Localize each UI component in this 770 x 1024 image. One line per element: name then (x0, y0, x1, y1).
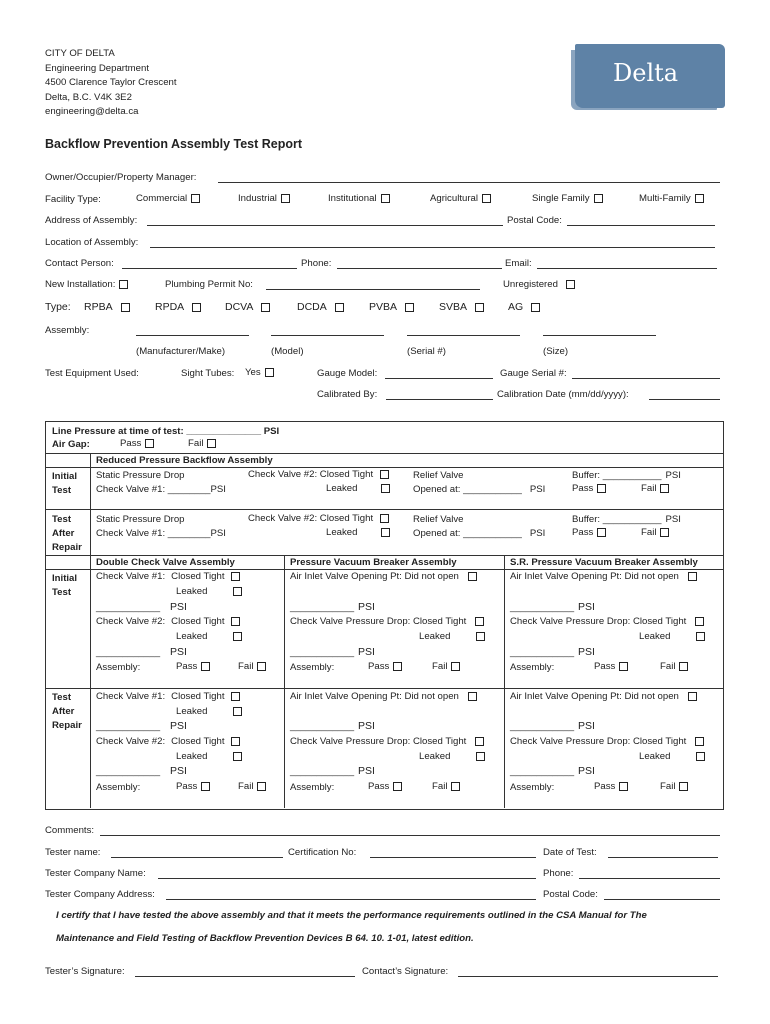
checkbox[interactable] (695, 737, 704, 746)
srpvb-pass[interactable]: Pass (594, 781, 628, 792)
address-line: engineering@delta.ca (45, 106, 139, 117)
srpvb-air-inlet-psi: ____________ PSI (510, 720, 595, 732)
gauge-model-field[interactable] (385, 378, 493, 379)
checkbox[interactable] (688, 572, 697, 581)
size-caption: (Size) (543, 346, 569, 357)
dcva-assembly: Assembly: (96, 782, 141, 793)
address-line: CITY OF DELTA (45, 48, 115, 59)
pvb-pass[interactable]: Pass (368, 661, 402, 672)
srpvb-cv-psi: ____________ PSI (510, 646, 595, 658)
checkbox[interactable] (233, 707, 242, 716)
checkbox[interactable] (531, 303, 540, 312)
sight-tubes-yes[interactable]: Yes (245, 367, 274, 378)
phone-field[interactable] (337, 268, 502, 269)
new-installation[interactable]: New Installation: (45, 279, 128, 290)
company-postal-label: Postal Code: (543, 889, 598, 900)
industrial-option[interactable]: Industrial (238, 193, 290, 204)
relief-opened-at: Opened at: ___________ PSI (413, 484, 546, 495)
air-gap-label: Air Gap: (52, 439, 90, 450)
checkbox[interactable] (475, 303, 484, 312)
checkbox[interactable] (405, 303, 414, 312)
multi-family-option[interactable]: Multi-Family (639, 193, 704, 204)
dcva-cv1[interactable]: Check Valve #1: Closed Tight (96, 571, 240, 582)
checkbox[interactable] (201, 662, 210, 671)
checkbox[interactable] (233, 752, 242, 761)
checkbox[interactable] (119, 280, 128, 289)
air-gap-fail[interactable]: Fail (188, 438, 216, 449)
model-caption: (Model) (271, 346, 304, 357)
srpvb-air-inlet[interactable]: Air Inlet Valve Opening Pt: Did not open (510, 571, 697, 582)
checkbox[interactable] (482, 194, 491, 203)
gauge-serial-field[interactable] (572, 378, 720, 379)
comments-field[interactable] (100, 835, 720, 836)
srpvb-assembly: Assembly: (510, 662, 555, 673)
dcva-pass[interactable]: Pass (176, 661, 210, 672)
checkbox[interactable] (257, 782, 266, 791)
certification-statement-2: Maintenance and Field Testing of Backflow Prevention Devices B 64. 10. 1-01, latest edition. (56, 933, 474, 944)
checkbox[interactable] (201, 782, 210, 791)
checkbox[interactable] (121, 303, 130, 312)
checkbox[interactable] (257, 662, 266, 671)
dcva-cv2[interactable]: Check Valve #2: Closed Tight (96, 616, 240, 627)
checkbox[interactable] (476, 632, 485, 641)
dcva-cv2-psi: ____________ PSI (96, 646, 187, 658)
manufacturer-caption: (Manufacturer/Make) (136, 346, 226, 357)
srpvb-pass[interactable]: Pass (594, 661, 628, 672)
pvba-option[interactable]: PVBA (369, 301, 414, 313)
plumbing-permit-label: Plumbing Permit No: (165, 279, 253, 290)
calibrated-by-field[interactable] (386, 399, 493, 400)
buffer-fail[interactable]: Fail (641, 527, 669, 538)
checkbox[interactable] (468, 572, 477, 581)
checkbox[interactable] (231, 737, 240, 746)
srpvb-fail[interactable]: Fail (660, 781, 688, 792)
postal-code-label: Postal Code: (507, 215, 562, 226)
checkbox[interactable] (335, 303, 344, 312)
svba-option[interactable]: SVBA (439, 301, 484, 313)
checkbox[interactable] (381, 484, 390, 493)
calibration-date-label: Calibration Date (mm/dd/yyyy): (497, 389, 629, 400)
srpvb-cv-drop[interactable]: Check Valve Pressure Drop: Closed Tight (510, 736, 704, 747)
srpvb-air-inlet[interactable]: Air Inlet Valve Opening Pt: Did not open (510, 691, 697, 702)
dcva-pass[interactable]: Pass (176, 781, 210, 792)
checkbox[interactable] (679, 662, 688, 671)
contact-field[interactable] (122, 268, 297, 269)
tester-name-label: Tester name: (45, 847, 101, 858)
pvb-heading: Pressure Vacuum Breaker Assembly (290, 557, 457, 568)
checkbox[interactable] (597, 484, 606, 493)
ag-option[interactable]: AG (508, 301, 540, 313)
cv1-psi: Check Valve #1: ________PSI (96, 528, 226, 539)
relief-valve-label: Relief Valve (413, 470, 464, 481)
unregistered-option[interactable]: Unregistered (503, 279, 575, 290)
buffer-pass[interactable]: Pass (572, 483, 606, 494)
dcva-cv1-leaked[interactable]: Leaked (176, 706, 242, 717)
address-label: Address of Assembly: (45, 215, 138, 226)
institutional-option[interactable]: Institutional (328, 193, 390, 204)
gauge-serial-label: Gauge Serial #: (500, 368, 567, 379)
pvb-pass[interactable]: Pass (368, 781, 402, 792)
contact-label: Contact Person: (45, 258, 114, 269)
dcva-cv1-psi: ____________ PSI (96, 601, 187, 613)
gauge-model-label: Gauge Model: (317, 368, 378, 379)
pvb-cv-psi: ____________ PSI (290, 765, 375, 777)
checkbox[interactable] (475, 617, 484, 626)
air-gap-pass[interactable]: Pass (120, 438, 154, 449)
checkbox[interactable] (231, 617, 240, 626)
location-field[interactable] (150, 247, 715, 248)
certification-field[interactable] (370, 857, 536, 858)
single-family-option[interactable]: Single Family (532, 193, 603, 204)
checkbox[interactable] (696, 752, 705, 761)
checkbox[interactable] (566, 280, 575, 289)
date-of-test-label: Date of Test: (543, 847, 597, 858)
buffer-psi: Buffer: ___________ PSI (572, 470, 681, 481)
pvb-cv-drop[interactable]: Check Valve Pressure Drop: Closed Tight (290, 736, 484, 747)
srpvb-air-inlet-psi: ____________ PSI (510, 601, 595, 613)
static-pressure-drop: Static Pressure Drop (96, 470, 185, 481)
tester-name-field[interactable] (111, 857, 283, 858)
dcva-cv1[interactable]: Check Valve #1: Closed Tight (96, 691, 240, 702)
checkbox[interactable] (475, 737, 484, 746)
dcva-cv1-leaked[interactable]: Leaked (176, 586, 242, 597)
commercial-option[interactable]: Commercial (136, 193, 200, 204)
type-label: Type: (45, 301, 71, 313)
company-name-label: Tester Company Name: (45, 868, 146, 879)
srpvb-leaked[interactable]: Leaked (639, 631, 705, 642)
static-pressure-drop: Static Pressure Drop (96, 514, 185, 525)
pvb-air-inlet[interactable]: Air Inlet Valve Opening Pt: Did not open (290, 571, 477, 582)
tester-signature-label: Tester’s Signature: (45, 966, 125, 977)
dcva-fail[interactable]: Fail (238, 781, 266, 792)
address-line: Delta, B.C. V4K 3E2 (45, 91, 132, 103)
checkbox[interactable] (476, 752, 485, 761)
company-phone-label: Phone: (543, 868, 574, 879)
pvb-cv-drop[interactable]: Check Valve Pressure Drop: Closed Tight (290, 616, 484, 627)
dcva-cv2-leaked[interactable]: Leaked (176, 631, 242, 642)
buffer-psi: Buffer: ___________ PSI (572, 514, 681, 525)
dcva-heading: Double Check Valve Assembly (96, 557, 235, 568)
pvb-fail[interactable]: Fail (432, 661, 460, 672)
checkbox[interactable] (597, 528, 606, 537)
checkbox[interactable] (207, 439, 216, 448)
date-of-test-field[interactable] (608, 857, 718, 858)
cv2-closed-tight[interactable]: Check Valve #2: Closed Tight (248, 469, 389, 480)
dcva-option[interactable]: DCVA (225, 301, 270, 313)
cv2-leaked[interactable]: Leaked (326, 527, 390, 538)
checkbox[interactable] (451, 782, 460, 791)
dcva-cv1-psi: ____________ PSI (96, 720, 187, 732)
checkbox[interactable] (231, 572, 240, 581)
company-name-field[interactable] (158, 878, 536, 879)
city-address (45, 47, 177, 120)
phone-label: Phone: (301, 258, 332, 269)
cv1-psi: Check Valve #1: ________PSI (96, 484, 226, 495)
checkbox[interactable] (393, 662, 402, 671)
facility-type-label: Facility Type: (45, 194, 101, 205)
srpvb-cv-psi: ____________ PSI (510, 765, 595, 777)
checkbox[interactable] (660, 484, 669, 493)
dcva-assembly: Assembly: (96, 662, 141, 673)
checkbox[interactable] (688, 692, 697, 701)
checkbox[interactable] (381, 528, 390, 537)
company-address-label: Tester Company Address: (45, 889, 155, 900)
pvb-assembly: Assembly: (290, 782, 335, 793)
checkbox[interactable] (660, 528, 669, 537)
page-title: Backflow Prevention Assembly Test Report (45, 137, 303, 151)
dcva-cv2-leaked[interactable]: Leaked (176, 751, 242, 762)
size-field[interactable] (543, 335, 656, 336)
postal-code-field[interactable] (567, 225, 715, 226)
relief-valve-label: Relief Valve (413, 514, 464, 525)
serial-field[interactable] (407, 335, 520, 336)
initial-test-label: Initial Test (52, 573, 78, 598)
assembly-label: Assembly: (45, 325, 90, 336)
checkbox[interactable] (393, 782, 402, 791)
test-equipment-label: Test Equipment Used: (45, 368, 139, 379)
calibrated-by-label: Calibrated By: (317, 389, 378, 400)
model-field[interactable] (271, 335, 384, 336)
email-label: Email: (505, 258, 532, 269)
checkbox[interactable] (695, 617, 704, 626)
checkbox[interactable] (381, 194, 390, 203)
address-line: 4500 Clarence Taylor Crescent (45, 77, 177, 88)
checkbox[interactable] (233, 587, 242, 596)
dcva-fail[interactable]: Fail (238, 661, 266, 672)
checkbox[interactable] (380, 514, 389, 523)
pvb-fail[interactable]: Fail (432, 781, 460, 792)
checkbox[interactable] (696, 632, 705, 641)
srpvb-assembly: Assembly: (510, 782, 555, 793)
company-address-field[interactable] (166, 899, 536, 900)
agricultural-option[interactable]: Agricultural (430, 193, 491, 204)
buffer-pass[interactable]: Pass (572, 527, 606, 538)
company-postal-field[interactable] (604, 899, 720, 900)
email-field[interactable] (537, 268, 717, 269)
checkbox[interactable] (695, 194, 704, 203)
plumbing-permit-field[interactable] (266, 289, 480, 290)
location-label: Location of Assembly: (45, 237, 139, 248)
checkbox[interactable] (380, 470, 389, 479)
checkbox[interactable] (594, 194, 603, 203)
comments-label: Comments: (45, 825, 95, 836)
certification-statement-1: I certify that I have tested the above assembly and that it meets the performance requirements outlined in the CSA Manual for The (56, 910, 647, 921)
serial-caption: (Serial #) (407, 346, 446, 357)
initial-test-label: Initial Test (52, 471, 78, 496)
pvb-cv-psi: ____________ PSI (290, 646, 375, 658)
dcda-option[interactable]: DCDA (297, 301, 344, 313)
pvb-leaked[interactable]: Leaked (419, 631, 485, 642)
cv2-leaked[interactable]: Leaked (326, 483, 390, 494)
pvb-air-inlet-psi: ____________ PSI (290, 720, 375, 732)
checkbox[interactable] (451, 662, 460, 671)
tester-signature-field[interactable] (135, 976, 355, 977)
checkbox[interactable] (679, 782, 688, 791)
pvb-leaked[interactable]: Leaked (419, 751, 485, 762)
checkbox[interactable] (233, 632, 242, 641)
sight-tubes-label: Sight Tubes: (181, 368, 235, 379)
srpvb-cv-drop[interactable]: Check Valve Pressure Drop: Closed Tight (510, 616, 704, 627)
owner-label: Owner/Occupier/Property Manager: (45, 172, 197, 183)
address-field[interactable] (147, 225, 503, 226)
srpvb-leaked[interactable]: Leaked (639, 751, 705, 762)
checkbox[interactable] (145, 439, 154, 448)
checkbox[interactable] (619, 662, 628, 671)
line-pressure: Line Pressure at time of test: ______________ PSI (52, 426, 280, 437)
delta-logo (575, 44, 725, 108)
manufacturer-field[interactable] (136, 335, 249, 336)
rpba-option[interactable]: RPBA (84, 301, 130, 313)
relief-opened-at: Opened at: ___________ PSI (413, 528, 546, 539)
certification-label: Certification No: (288, 847, 357, 858)
checkbox[interactable] (468, 692, 477, 701)
address-line: Engineering Department (45, 62, 149, 74)
rpba-heading: Reduced Pressure Backflow Assembly (96, 455, 273, 466)
pvb-assembly: Assembly: (290, 662, 335, 673)
checkbox[interactable] (265, 368, 274, 377)
buffer-fail[interactable]: Fail (641, 483, 669, 494)
checkbox[interactable] (192, 303, 201, 312)
checkbox[interactable] (261, 303, 270, 312)
pvb-air-inlet[interactable]: Air Inlet Valve Opening Pt: Did not open (290, 691, 477, 702)
cv2-closed-tight[interactable]: Check Valve #2: Closed Tight (248, 513, 389, 524)
srpvb-heading: S.R. Pressure Vacuum Breaker Assembly (510, 557, 698, 568)
checkbox[interactable] (191, 194, 200, 203)
pvb-air-inlet-psi: ____________ PSI (290, 601, 375, 613)
after-repair-label: Test After Repair (52, 514, 82, 553)
contact-signature-field[interactable] (458, 976, 718, 977)
logo-text: Delta (613, 59, 679, 87)
contact-signature-label: Contact’s Signature: (362, 966, 449, 977)
calibration-date-field[interactable] (649, 399, 720, 400)
checkbox[interactable] (231, 692, 240, 701)
company-phone-field[interactable] (579, 878, 720, 879)
after-repair-label: Test After Repair (52, 692, 82, 731)
owner-field[interactable] (218, 182, 720, 183)
rpda-option[interactable]: RPDA (155, 301, 201, 313)
checkbox[interactable] (619, 782, 628, 791)
dcva-cv2-psi: ____________ PSI (96, 765, 187, 777)
srpvb-fail[interactable]: Fail (660, 661, 688, 672)
checkbox[interactable] (281, 194, 290, 203)
dcva-cv2[interactable]: Check Valve #2: Closed Tight (96, 736, 240, 747)
